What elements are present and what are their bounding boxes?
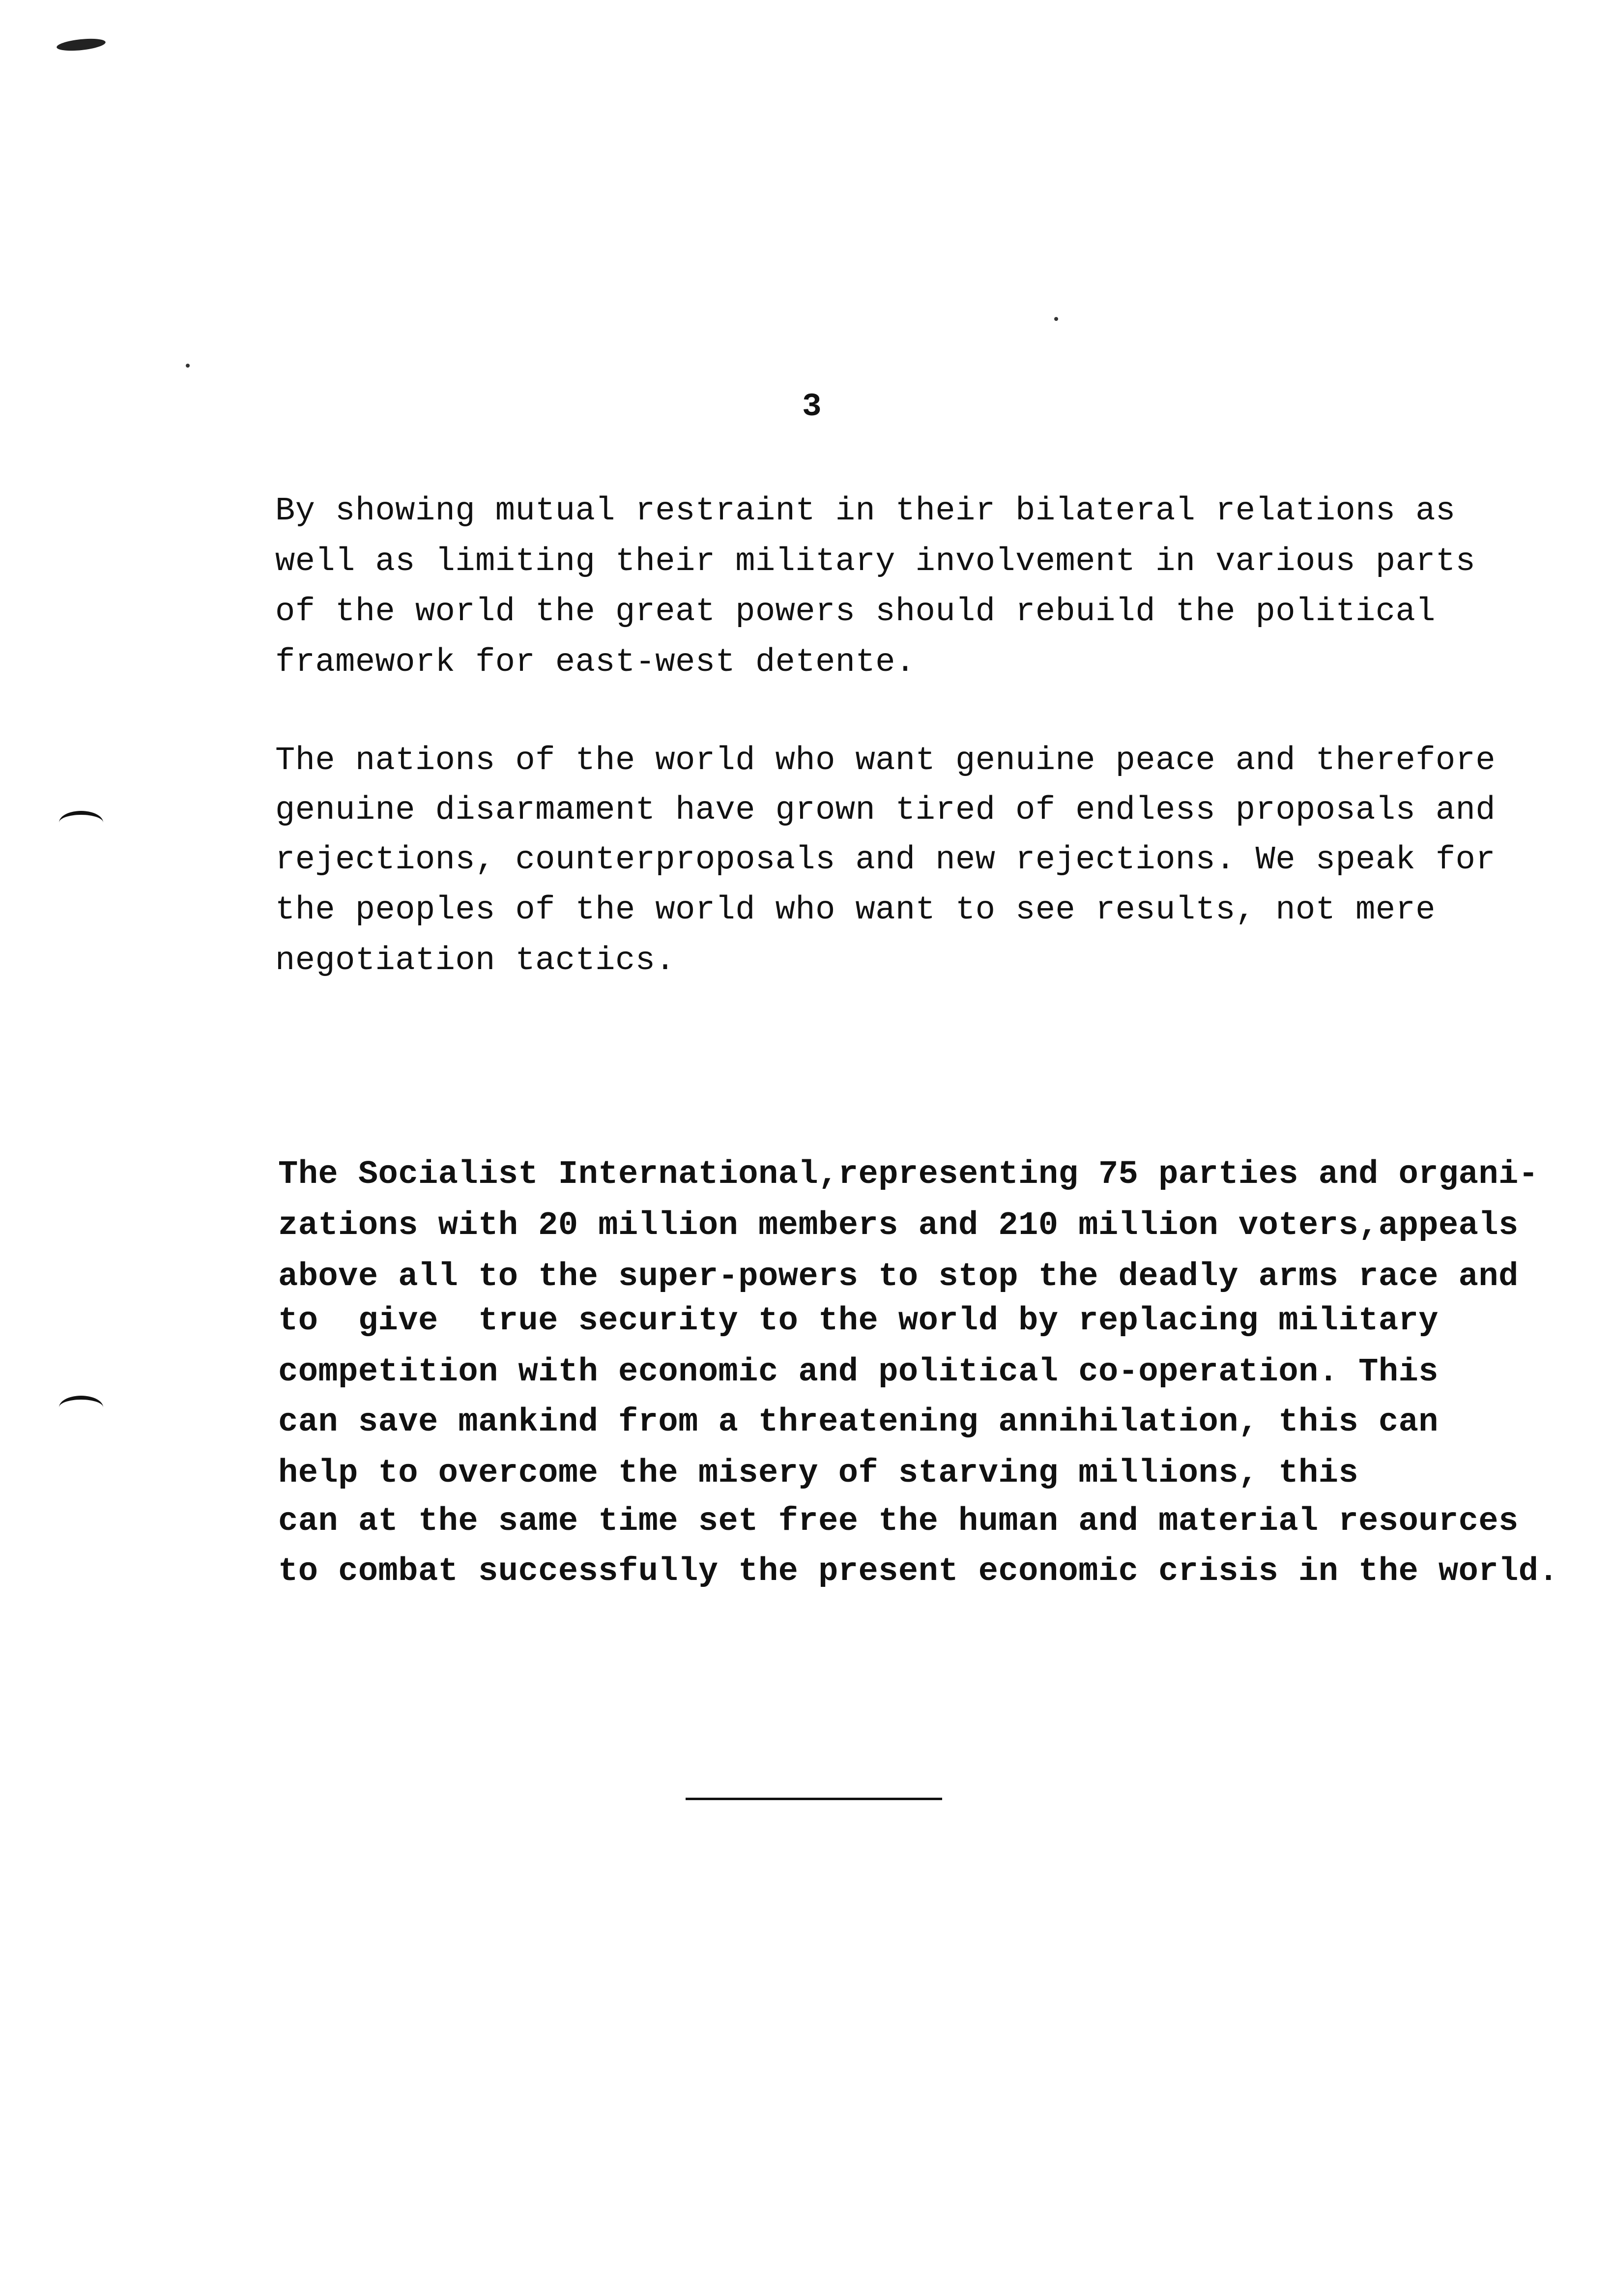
- paragraph-3-line: to combat successfully the present economic crisis in the world.: [278, 1553, 1559, 1590]
- paragraph-3-line: can save mankind from a threatening annihilation, this can: [278, 1404, 1439, 1441]
- speck: [1054, 317, 1058, 321]
- paragraph-2-line: genuine disarmament have grown tired of endless proposals and: [275, 792, 1496, 829]
- punch-hole-mark: [59, 811, 103, 834]
- paragraph-1-line: framework for east-west detente.: [275, 644, 916, 681]
- ink-blot: [56, 37, 106, 53]
- paragraph-1-line: of the world the great powers should rebuild the political: [275, 593, 1436, 631]
- paragraph-3-line: to give true security to the world by replacing military: [278, 1302, 1439, 1340]
- paragraph-1-line: By showing mutual restraint in their bilateral relations as: [275, 492, 1456, 530]
- paragraph-2-line: negotiation tactics.: [275, 942, 676, 979]
- paragraph-3-line: help to overcome the misery of starving millions, this: [278, 1455, 1359, 1492]
- paragraph-3-line: competition with economic and political co-operation. This: [278, 1353, 1439, 1391]
- paragraph-3-line: The Socialist International,representing 75 parties and organi-: [278, 1156, 1539, 1193]
- speck: [186, 364, 190, 368]
- paragraph-3-line: can at the same time set free the human and material resources: [278, 1503, 1519, 1540]
- end-rule: [686, 1798, 942, 1800]
- punch-hole-mark: [59, 1396, 103, 1419]
- paragraph-1-line: well as limiting their military involvement in various parts: [275, 543, 1476, 580]
- paragraph-2-line: the peoples of the world who want to see results, not mere: [275, 891, 1436, 929]
- paragraph-3-line: above all to the super-powers to stop the deadly arms race and: [278, 1258, 1519, 1295]
- paragraph-2-line: The nations of the world who want genuine peace and therefore: [275, 742, 1496, 779]
- page-number: 3: [802, 388, 822, 425]
- paragraph-2-line: rejections, counterproposals and new rejections. We speak for: [275, 841, 1496, 879]
- paragraph-3-line: zations with 20 million members and 210 million voters,appeals: [278, 1207, 1519, 1244]
